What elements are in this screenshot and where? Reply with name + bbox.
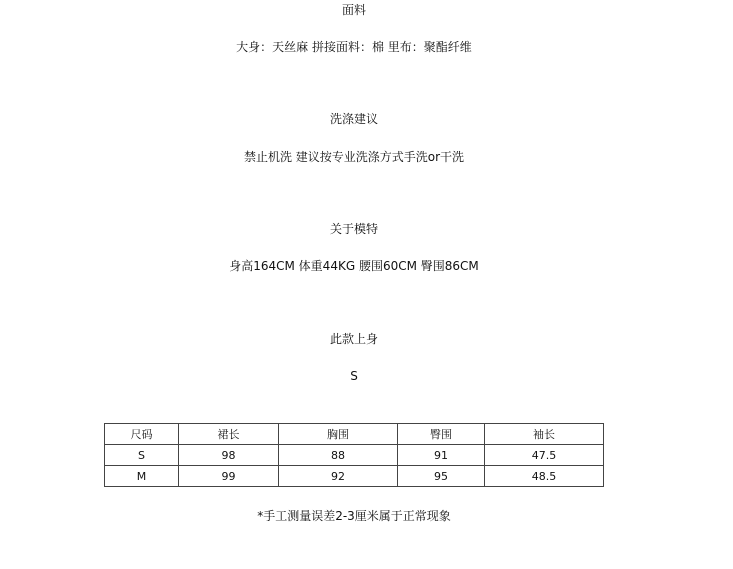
measurement-note: *手工测量误差2-3厘米属于正常现象 xyxy=(257,509,451,523)
table-cell: 92 xyxy=(279,466,398,487)
table-cell: 48.5 xyxy=(485,466,604,487)
table-header-cell: 尺码 xyxy=(105,424,179,445)
table-header-cell: 臀围 xyxy=(398,424,485,445)
table-cell: S xyxy=(105,445,179,466)
table-cell: 99 xyxy=(179,466,279,487)
model-detail: 身高164CM 体重44KG 腰围60CM 臀围86CM xyxy=(229,259,479,273)
fabric-title: 面料 xyxy=(341,3,366,17)
size-table xyxy=(104,423,604,487)
table-header-row xyxy=(105,424,604,445)
table-cell: 88 xyxy=(279,445,398,466)
table-cell: M xyxy=(105,466,179,487)
fabric-detail: 大身：天丝麻 拼接面料：棉 里布：聚酯纤维 xyxy=(236,40,472,54)
washing-detail: 禁止机洗 建议按专业洗涤方式手洗or干洗 xyxy=(243,150,465,164)
table-header-cell: 袖长 xyxy=(485,424,604,445)
table-header-cell: 胸围 xyxy=(279,424,398,445)
table-row xyxy=(105,466,604,487)
table-cell: 98 xyxy=(179,445,279,466)
table-header-cell: 裙长 xyxy=(179,424,279,445)
wearing-size: S xyxy=(350,369,358,383)
table-cell: 47.5 xyxy=(485,445,604,466)
table-row xyxy=(105,445,604,466)
washing-title: 洗涤建议 xyxy=(329,112,378,126)
model-title: 关于模特 xyxy=(329,222,378,236)
table-cell: 95 xyxy=(398,466,485,487)
table-cell: 91 xyxy=(398,445,485,466)
wearing-title: 此款上身 xyxy=(329,332,378,346)
